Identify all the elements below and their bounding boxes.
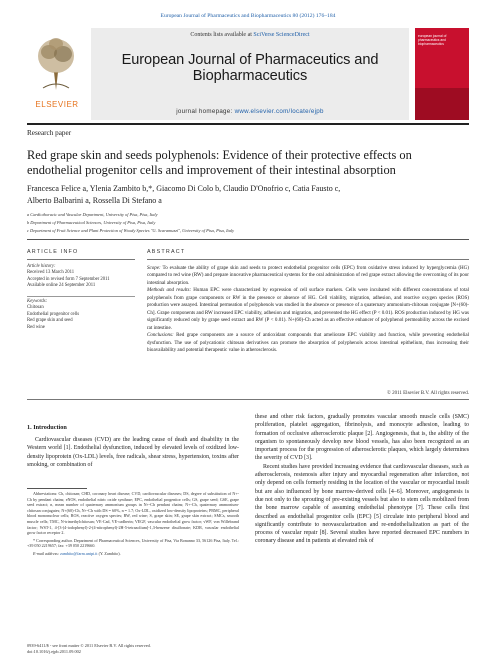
affiliation-c: c Department of Fruit Science and Plant Protection of Woody Species "G. Scaramuzzi", University of Pisa, Pisa, Italy [27, 228, 235, 233]
introduction-paragraph: Recent studies have provided increasing evidence that cardiovascular diseases, such as atherosclerosis, restenosis after injury and myocardial regeneration after infarction, not only depend on cells formerly residing in the location of the vascular or myocardial insult but are also influenced by bone marrow-derived cells [4–6]. Moreover, angiogenesis is due not only to the sprouting of pre-existing vessels but also to stem cells mobilized from the bone marrow capable of assuming endothelial phenotype [7]. These cells first described as endothelial progenitor cells (EPC) [5] circulate into peripheral blood and significantly contribute to neovascularization and re-endothelialization as part of the process of vascular repair [8]. Several studies have reported decreased EPC numbers in coronary disease and in patients at elevated risk of [255, 463, 469, 545]
issn-line: 0939-6411/$ - see front matter © 2011 Elsevier B.V. All rights reserved. [27, 643, 151, 648]
journal-reference[interactable]: European Journal of Pharmaceutics and Biopharmaceutics 80 (2012) 176–184 [160, 13, 336, 19]
introduction-heading: 1. Introduction [27, 424, 67, 431]
article-title: Red grape skin and seeds polyphenols: Evidence of their protective effects on endothelial progenitor cells and improvement of their intestinal absorption [27, 148, 412, 177]
journal-cover-thumbnail[interactable] [415, 28, 469, 120]
abstract-conclusions: Conclusions: Red grape components are a source of antioxidant compounds that ameliorate EPC viability and function, while preventing endothelial dysfunction. The use of polycationic chitosan derivatives can promote the absorption of polyphenols across intestinal epithelium, thus increasing their bioavailability and potential therapeutic value in atherosclerosis. [147, 332, 469, 353]
affiliation-b: b Department of Pharmaceutical Sciences, University of Pisa, Pisa, Italy [27, 220, 156, 225]
introduction-paragraph: these and other risk factors, gradually promotes vascular smooth muscle cells (SMC) proliferation, platelet aggregation, fibrinolysis, and monocyte adhesion, leading to formation of occlusive atherosclerotic plaque [2]. Angiogenesis, that is, the ability of the organism to spontaneously develop new blood vessels, has also been recognized as an important process for the progression of atherosclerotic plaques, which largely determines the severity of CVD [3]. [255, 414, 469, 462]
keywords-label: Keywords: [27, 299, 48, 304]
cover-band [415, 88, 469, 120]
online-date: Available online 24 September 2011 [27, 283, 96, 289]
accepted-date: Accepted in revised form 7 September 2011 [27, 276, 110, 282]
keywords [27, 299, 135, 331]
abstract-scope: Scope: To evaluate the ability of grape skin and seeds to protect endothelial progenitor cells (EPC) from oxidative stress induced by hyperglycemia (HG) compared to red wine (RW) and prepare innovative pharmaceutical systems for the oral administration of red grape extract allowing the overcoming of its poor intestinal absorption. [147, 265, 469, 286]
authors-line-1[interactable]: Francesca Felice a, Ylenia Zambito b,*, Giacomo Di Colo b, Claudio D'Onofrio c, Catia Fausto c, [27, 184, 341, 193]
keyword-item: Red wine [27, 324, 45, 330]
publisher-logo[interactable] [27, 28, 87, 120]
journal-banner [91, 28, 409, 120]
journal-homepage: journal homepage: www.elsevier.com/locate/ejpb [176, 108, 324, 115]
abstract-bottom-rule [27, 399, 469, 400]
introduction-column-right [255, 413, 469, 546]
section-rule [27, 239, 469, 240]
header-rule [27, 123, 469, 125]
keyword-item: Chitosan [27, 305, 44, 311]
journal-title: European Journal of Pharmaceutics and Biopharmaceutics [121, 52, 379, 84]
doi-link[interactable]: doi:10.1016/j.ejpb.2011.09.002 [27, 649, 81, 654]
article-info-rule [27, 259, 135, 260]
article-history [27, 264, 135, 290]
abstract-rule [147, 259, 469, 260]
article-info-heading: ARTICLE INFO [27, 249, 79, 255]
homepage-link[interactable]: www.elsevier.com/locate/ejpb [234, 108, 324, 115]
cover-title: european journal of pharmaceutics and biopharmaceutics [418, 34, 447, 46]
journal-header [27, 28, 469, 120]
front-matter-footer [27, 643, 239, 655]
abbreviations-footnote: Abbreviations: Ch, chitosan; CHD, coronary heart disease; CVD, cardiovascular diseases; DS, degree of substitution of N+-Ch by pendant chains; eNOS, endothelial nitric oxide synthase; EPC, endothelial progenitor cells; GS, grape seed; GSE, grape seed extract; n, mean number of quaternary ammonium groups in N+-Ch pendant chains; N+-Ch, quaternary ammonium-chitosan conjugates; N+(60)-Ch, N+-Ch with DS = 60%, n = 1.7; Ox-LDL, oxidized low-density lipoproteins; PBMC, peripheral blood mononuclear cells; ROS, reactive oxygen species; RW, red wine; S, grape skin; SE, grape skin extract; SMCs, smooth muscle cells; TMC, N-trimethylchitosan; VE-Cad, VE-cadherin; VEGF, vascular endothelial grow factor; vWF, von Willebrand factor; WST-1, 4-[3-(4-iodophenyl)-2-(4-nitrophenyl)-2H-5-tetrazolium]-1,3-benzene disulfonate; KDR, vascular endothelial grow factor receptor 2. [27, 491, 239, 536]
introduction-paragraph-left: Cardiovascular diseases (CVD) are the leading cause of death and disability in the Western world [1]. Endothelial dysfunction, induced by elevated levels of oxidized low-density lipoprotein (Ox-LDL) levels, free radicals, shear stress, hypertension, toxins after smoking, or combination of [27, 437, 239, 468]
keyword-item: Red grape skin and seed [27, 318, 73, 324]
abstract-heading: ABSTRACT [147, 249, 186, 255]
abstract-methods: Methods and results: Human EPC were characterized by expression of cell surface markers. Cells were incubated with different concentrations of total polyphenols from grape components or RW in the presence or absence of HG. Cell viability, migration, adhesion, and reactive oxygen species (ROS) production were assayed. Intestinal permeation of polyphenols was studied in the absence or presence of a quaternary ammonium-chitosan conjugate [N+(60)-Ch]. Grape components and RW increased EPC viability, adhesion and migration, and prevented the HG effect (P < 0.01). ROS production induced by HG was significantly reduced only by grape seed extract and RW (P < 0.01). N+(60)-Ch acted as an effective enhancer of polyphenol permeability across the excised rat intestine. [147, 287, 469, 331]
received-date: Received 13 March 2011 [27, 270, 75, 276]
email-link[interactable]: zambito@farm.unipi.it [60, 550, 98, 556]
footnote-rule [27, 488, 87, 489]
abstract-body [147, 265, 469, 354]
elsevier-tree-icon [33, 32, 79, 94]
authors-line-2[interactable]: Alberto Balbarini a, Rossella Di Stefano a [27, 196, 162, 205]
copyright-notice: © 2011 Elsevier B.V. All rights reserved. [387, 391, 469, 396]
keywords-rule [27, 296, 135, 297]
email-footnote: E-mail address: zambito@farm.unipi.it (Y. Zambito). [33, 550, 121, 556]
author-list [27, 183, 467, 207]
affiliation-a: a Cardiothoracic and Vascular Department, University of Pisa, Pisa, Italy [27, 212, 158, 217]
publisher-logo-text: ELSEVIER [35, 100, 79, 109]
affiliations [27, 211, 467, 235]
sciencedirect-link[interactable]: SciVerse ScienceDirect [253, 32, 310, 38]
article-type: Research paper [27, 129, 72, 137]
footnotes [27, 491, 239, 559]
history-label: Article history: [27, 264, 56, 269]
keyword-item: Endothelial progenitor cells [27, 311, 80, 317]
corresponding-author-footnote: * Corresponding author. Department of Pharmaceutical Sciences, University of Pisa, Via Bonanno 33, 56126 Pisa, Italy. Tel.: +39 050 2219657; fax: +39 050 2219660. [27, 537, 239, 549]
contents-line: Contents lists available at SciVerse ScienceDirect [190, 32, 310, 38]
